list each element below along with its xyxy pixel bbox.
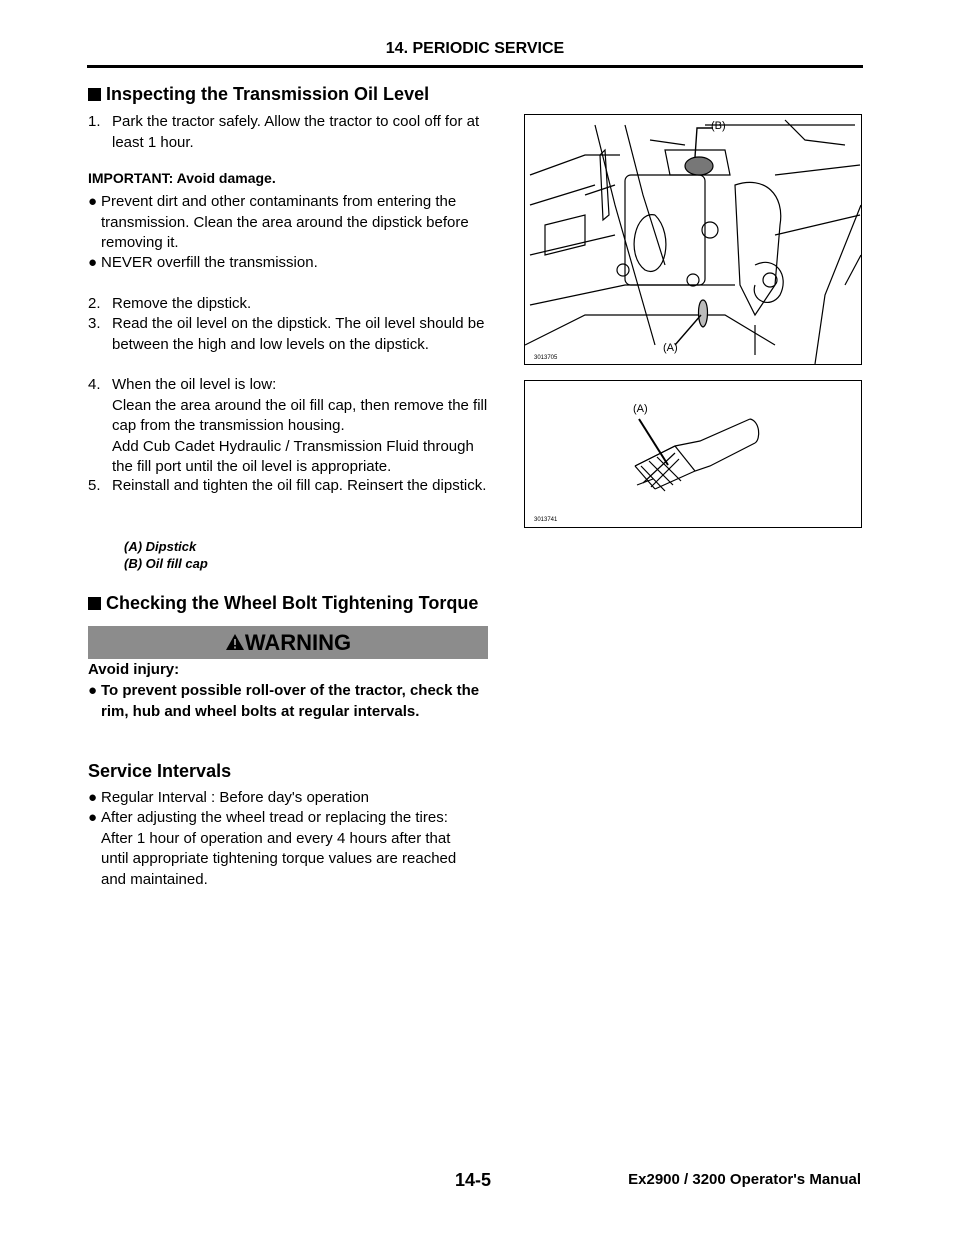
warning-bullet (88, 681, 488, 722)
warning-label: WARNING (244, 630, 352, 655)
square-bullet-icon (88, 88, 101, 101)
step-1 (88, 112, 488, 153)
step-text-add: Add Cub Cadet Hydraulic / Transmission Fluid through the fill port until the oil level is appropriate. (112, 437, 474, 475)
page-header-title: 14. PERIODIC SERVICE (385, 40, 565, 57)
bullet-dot-icon: ● (88, 682, 98, 699)
square-bullet-icon (88, 597, 101, 610)
step-number: 4. (88, 376, 101, 393)
step-text: Remove the dipstick. (112, 295, 252, 312)
step-4 (88, 375, 488, 478)
step-number: 3. (88, 315, 101, 332)
dipstick-illustration (525, 381, 861, 527)
caption-dipstick: (A) Dipstick (124, 539, 197, 554)
manual-title: Ex2900 / 3200 Operator's Manual (628, 1171, 861, 1188)
avoid-injury-label: Avoid injury: (88, 661, 180, 678)
figure-dipstick-detail (524, 380, 862, 528)
figure-code: 3013705 (534, 355, 558, 361)
step-number: 5. (88, 477, 101, 494)
service-intervals-heading: Service Intervals (88, 761, 232, 781)
section-heading-text: Inspecting the Transmission Oil Level (106, 84, 430, 104)
step-number: 1. (88, 113, 101, 130)
step-text: Park the tractor safely. Allow the tractor to cool off for at least 1 hour. (112, 113, 480, 151)
service-bullet-2 (88, 808, 478, 890)
step-3 (88, 314, 488, 355)
step-5 (88, 476, 488, 497)
important-bullet-1 (88, 192, 488, 254)
transmission-illustration (525, 115, 861, 364)
section-heading-text: Checking the Wheel Bolt Tightening Torque (106, 593, 479, 613)
caption-oil-fill-cap: (B) Oil fill cap (124, 556, 208, 571)
figure-transmission-housing (524, 114, 862, 365)
section-heading-transmission (88, 84, 429, 105)
warning-banner (88, 626, 488, 659)
figure-label-dipstick: (A) (663, 342, 678, 354)
figure-label-dipstick: (A) (633, 403, 648, 415)
step-text: Read the oil level on the dipstick. The oil level should be between the high and low levels on the dipstick. (112, 315, 485, 353)
step-text-clean: Clean the area around the oil fill cap, then remove the fill cap from the transmission housing. (112, 396, 488, 434)
bullet-text: To prevent possible roll-over of the tractor, check the rim, hub and wheel bolts at regular intervals. (101, 682, 480, 720)
figure-label-fill-cap: (B) (711, 120, 726, 132)
important-notice: IMPORTANT: Avoid damage. (88, 170, 276, 186)
dipstick-handle-shape (699, 300, 708, 327)
bullet-text: After adjusting the wheel tread or replacing the tires: After 1 hour of operation and every 4 hours after that until appropriate tightening torque values are reached and maintained. (101, 809, 457, 888)
bullet-dot-icon: ● (88, 193, 98, 210)
warning-triangle-icon (225, 633, 245, 651)
important-bullet-2 (88, 253, 488, 274)
step-number: 2. (88, 295, 101, 312)
service-bullet-1 (88, 788, 488, 809)
bullet-text: NEVER overfill the transmission. (101, 254, 318, 271)
bullet-dot-icon: ● (88, 254, 98, 271)
bullet-text: Prevent dirt and other contaminants from entering the transmission. Clean the area around the dipstick before removing it. (101, 193, 469, 251)
step-2 (88, 294, 488, 315)
header-divider (87, 65, 863, 68)
section-heading-wheel-bolt (88, 593, 478, 614)
figure-code: 3013741 (534, 517, 558, 523)
step-text: Reinstall and tighten the oil fill cap. Reinsert the dipstick. (112, 477, 487, 494)
page-number: 14-5 (455, 1170, 492, 1190)
step-text-low: When the oil level is low: (112, 376, 277, 393)
oil-fill-cap-shape (685, 157, 713, 175)
dipstick-leader-line (639, 419, 668, 465)
bullet-dot-icon: ● (88, 789, 98, 806)
bullet-text: Regular Interval : Before day's operation (101, 789, 370, 806)
bullet-dot-icon: ● (88, 809, 98, 826)
